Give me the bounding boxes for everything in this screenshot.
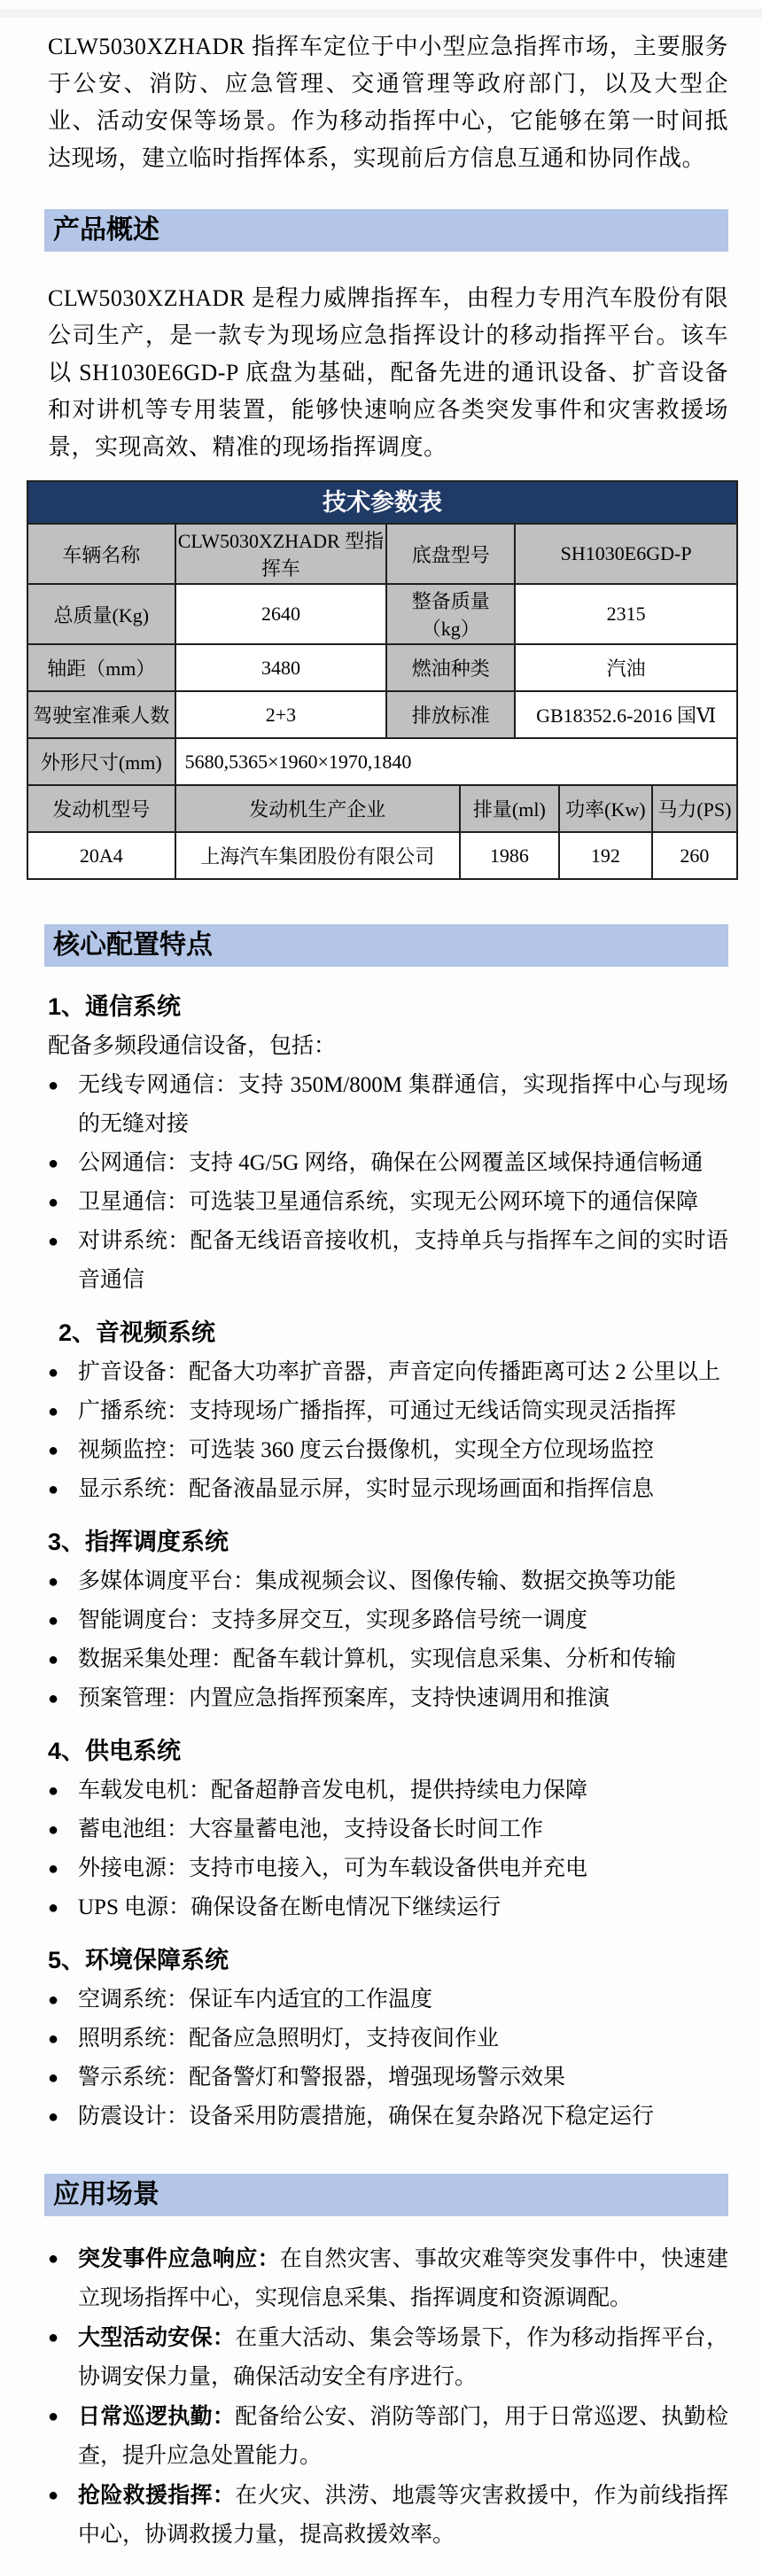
subheading-command-dispatch: 3、指挥调度系统 — [48, 1529, 229, 1555]
cell-power-header: 功率(Kw) — [559, 785, 652, 832]
cell-engine-model-value: 20A4 — [27, 832, 175, 879]
table-row — [27, 524, 737, 584]
bullet-icon: ● — [48, 1990, 59, 2010]
bullet-icon: ● — [48, 2486, 59, 2505]
scenario-label: 突发事件应急响应： — [78, 2246, 280, 2271]
cell-horsepower-value: 260 — [652, 832, 737, 879]
list-item: ● 空调系统：保证车内适宜的工作温度 — [48, 1981, 728, 2020]
scenario-label: 日常巡逻执勤： — [78, 2404, 236, 2429]
table-row-engine-values — [27, 832, 737, 879]
table-row — [27, 644, 737, 691]
list-item: ● 警示系统：配备警灯和警报器，增强现场警示效果 — [48, 2058, 728, 2097]
overview-paragraph: CLW5030XZHADR 是程力威牌指挥车，由程力专用汽车股份有限公司生产，是一款专为现场应急指挥设计的移动指挥平台。该车以 SH1030E6GD-P 底盘为基础，配备先进的通讯设备、扩音设备和对讲机等专用装置，能够快速响应各类突发事件和灾害救援场景，实现高效、精准的现场指挥调度。 — [48, 285, 728, 460]
cell-fuel-type-label: 燃油种类 — [386, 644, 515, 691]
section-header-scenarios — [44, 2174, 728, 2216]
cell-power-value: 192 — [559, 832, 652, 879]
bullet-icon: ● — [48, 1441, 59, 1460]
scenario-text: 在自然灾害、事故灾难等突发事件中，快速建立现场指挥中心，实现信息采集、指挥调度和资源调配。 — [78, 2247, 728, 2310]
cell-engine-maker-value: 上海汽车集团股份有限公司 — [175, 832, 460, 879]
cell-vehicle-name-label: 车辆名称 — [27, 524, 175, 584]
bullet-icon: ● — [48, 1076, 59, 1095]
table-row — [27, 584, 737, 644]
bullet-icon: ● — [48, 1480, 59, 1499]
feature-intro-communication: 配备多频段通信设备，包括： — [48, 1034, 337, 1058]
bullet-icon: ● — [48, 2029, 59, 2049]
cell-engine-maker-header: 发动机生产企业 — [175, 785, 460, 832]
list-item: ● 显示系统：配备液晶显示屏，实时显示现场画面和指挥信息 — [48, 1470, 728, 1509]
subheading-environment-support: 5、环境保障系统 — [48, 1947, 229, 1973]
cell-wheelbase-label: 轴距（mm） — [27, 644, 175, 691]
spec-table-dimensions — [27, 737, 738, 786]
list-item: ● 照明系统：配备应急照明灯，支持夜间作业 — [48, 2020, 728, 2058]
list-item: ● 防震设计：设备采用防震措施，确保在复杂路况下稳定运行 — [48, 2097, 728, 2136]
cell-curb-weight-label: 整备质量（kg） — [386, 584, 515, 644]
cell-wheelbase-value: 3480 — [175, 644, 387, 691]
list-item: ● 车载发电机：配备超静音发电机，提供持续电力保障 — [48, 1771, 728, 1810]
list-item-emergency-response — [48, 2239, 728, 2318]
bullet-icon: ● — [48, 1363, 59, 1382]
spec-table — [27, 480, 738, 880]
cell-chassis-model-value: SH1030E6GD-P — [515, 524, 737, 584]
list-item: ● 智能调度台：支持多屏交互，实现多路信号统一调度 — [48, 1601, 728, 1640]
cell-displacement-value: 1986 — [460, 832, 559, 879]
list-item-event-security — [48, 2318, 728, 2397]
list-item: ● 公网通信：支持 4G/5G 网络，确保在公网覆盖区域保持通信畅通 — [48, 1144, 728, 1183]
scenario-text: 在重大活动、集会等场景下，作为移动指挥平台，协调安保力量，确保活动安全有序进行。 — [78, 2326, 728, 2389]
scenario-label: 大型活动安保： — [78, 2325, 236, 2350]
cell-dimensions-value: 5680,5365×1960×1970,1840 — [175, 738, 737, 785]
page-top-strip — [0, 9, 762, 18]
scenario-text: 在火灾、洪涝、地震等灾害救援中，作为前线指挥中心，协调救援力量，提高救援效率。 — [78, 2484, 728, 2547]
bullet-icon: ● — [48, 2328, 59, 2347]
cell-chassis-model-label: 底盘型号 — [386, 524, 515, 584]
subheading-power-supply: 4、供电系统 — [48, 1738, 182, 1764]
bullet-icon: ● — [48, 1572, 59, 1592]
cell-gross-weight-label: 总质量(Kg) — [27, 584, 175, 644]
bullet-icon: ● — [48, 2068, 59, 2088]
list-item: ● 视频监控：可选装 360 度云台摄像机，实现全方位现场监控 — [48, 1431, 728, 1470]
bullet-icon: ● — [48, 1820, 59, 1840]
cell-horsepower-header: 马力(PS) — [652, 785, 737, 832]
list-item: ● 无线专网通信：支持 350M/800M 集群通信，实现指挥中心与现场的无缝对接 — [48, 1066, 728, 1144]
subheading-audio-video: 2、音视频系统 — [58, 1319, 216, 1346]
bullet-icon: ● — [48, 1232, 59, 1251]
bullet-icon: ● — [48, 1859, 59, 1879]
list-item: ● 广播系统：支持现场广播指挥，可通过无线话筒实现灵活指挥 — [48, 1392, 728, 1431]
cell-engine-model-header: 发动机型号 — [27, 785, 175, 832]
table-row-engine-header — [27, 785, 737, 832]
list-item-daily-patrol — [48, 2397, 728, 2476]
table-row — [27, 691, 737, 738]
section-title-overview: 产品概述 — [53, 215, 159, 245]
cell-emission-standard-label: 排放标准 — [386, 691, 515, 738]
cell-displacement-header: 排量(ml) — [460, 785, 559, 832]
section-header-features — [44, 924, 728, 967]
list-item: ● 对讲系统：配备无线语音接收机，支持单兵与指挥车之间的实时语音通信 — [48, 1222, 728, 1300]
subheading-communication: 1、通信系统 — [48, 993, 182, 1020]
list-item-rescue-command — [48, 2476, 728, 2555]
scenario-label: 抢险救援指挥： — [78, 2483, 236, 2508]
cell-dimensions-label: 外形尺寸(mm) — [27, 738, 175, 785]
bullet-icon: ● — [48, 2407, 59, 2426]
table-row — [27, 738, 737, 785]
list-item: ● 多媒体调度平台：集成视频会议、图像传输、数据交换等功能 — [48, 1562, 728, 1601]
bullet-icon: ● — [48, 1611, 59, 1630]
bullet-icon: ● — [48, 1689, 59, 1708]
bullet-icon: ● — [48, 2107, 59, 2127]
cell-vehicle-name-value: CLW5030XZHADR 型指挥车 — [175, 524, 387, 584]
spec-table-main — [27, 523, 738, 739]
list-item: ● 外接电源：支持市电接入，可为车载设备供电并充电 — [48, 1849, 728, 1888]
section-title-features: 核心配置特点 — [53, 930, 213, 960]
bullet-icon: ● — [48, 1650, 59, 1669]
bullet-icon: ● — [48, 1154, 59, 1173]
list-item: ● 数据采集处理：配备车载计算机，实现信息采集、分析和传输 — [48, 1640, 728, 1679]
list-item: ● 扩音设备：配备大功率扩音器，声音定向传播距离可达 2 公里以上 — [48, 1353, 728, 1392]
section-header-overview — [44, 209, 728, 252]
list-item: ● UPS 电源：确保设备在断电情况下继续运行 — [48, 1888, 728, 1927]
list-item: ● 卫星通信：可选装卫星通信系统，实现无公网环境下的通信保障 — [48, 1183, 728, 1222]
bullet-icon: ● — [48, 1781, 59, 1801]
cell-curb-weight-value: 2315 — [515, 584, 737, 644]
spec-table-title: 技术参数表 — [27, 480, 738, 523]
bullet-icon: ● — [48, 1193, 59, 1212]
section-title-scenarios: 应用场景 — [53, 2180, 159, 2209]
cell-fuel-type-value: 汽油 — [515, 644, 737, 691]
bullet-icon: ● — [48, 1898, 59, 1918]
spec-table-engine — [27, 784, 738, 880]
cell-cab-seats-value: 2+3 — [175, 691, 387, 738]
bullet-icon: ● — [48, 1402, 59, 1421]
list-item: ● 预案管理：内置应急指挥预案库，支持快速调用和推演 — [48, 1679, 728, 1718]
cell-emission-standard-value: GB18352.6-2016 国Ⅵ — [515, 691, 737, 738]
bullet-icon: ● — [48, 2249, 59, 2269]
cell-gross-weight-value: 2640 — [175, 584, 387, 644]
cell-cab-seats-label: 驾驶室准乘人数 — [27, 691, 175, 738]
scenarios-list — [0, 2239, 762, 2555]
scenario-text: 配备给公安、消防等部门，用于日常巡逻、执勤检查，提升应急处置能力。 — [78, 2405, 728, 2468]
list-item: ● 蓄电池组：大容量蓄电池，支持设备长时间工作 — [48, 1810, 728, 1849]
intro-paragraph: CLW5030XZHADR 指挥车定位于中小型应急指挥市场，主要服务于公安、消防、应急管理、交通管理等政府部门，以及大型企业、活动安保等场景。作为移动指挥中心，它能够在第一时间抵达现场，建立临时指挥体系，实现前后方信息互通和协同作战。 — [48, 34, 728, 171]
